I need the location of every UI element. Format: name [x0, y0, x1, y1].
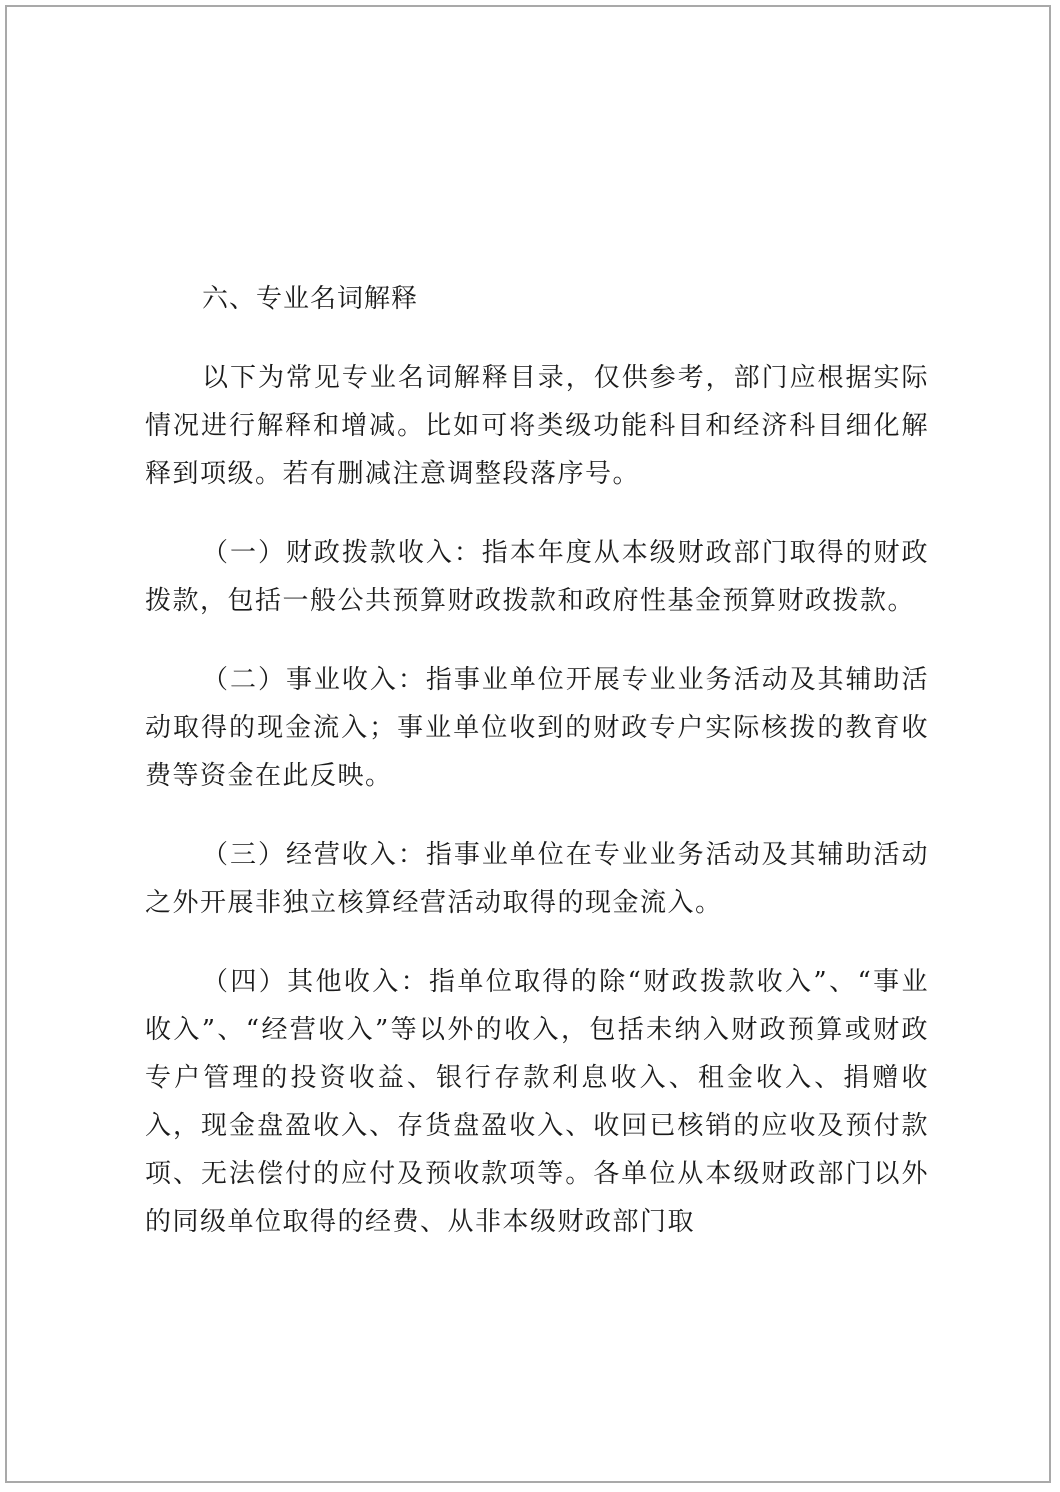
term-business-income: （二）事业收入：指事业单位开展专业业务活动及其辅助活动取得的现金流入；事业单位收到的财政专户实际核拨的教育收费等资金在此反映。: [145, 665, 929, 791]
term-other-income: （四）其他收入：指单位取得的除“财政拨款收入”、“事业收入”、“经营收入”等以外的收入，包括未纳入财政预算或财政专户管理的投资收益、银行存款利息收入、租金收入、捐赠收入，现金盘盈收入、存货盘盈收入、收回已核销的应收及预付款项、无法偿付的应付及预收款项等。各单位从本级财政部门以外的同级单位取得的经费、从非本级财政部门取: [145, 967, 929, 1237]
document-page: [5, 5, 1051, 1483]
section-heading: 六、专业名词解释: [202, 284, 419, 314]
document-body: [145, 275, 929, 1246]
term-fiscal-appropriation-income: （一）财政拨款收入：指本年度从本级财政部门取得的财政拨款，包括一般公共预算财政拨款和政府性基金预算财政拨款。: [145, 538, 929, 616]
term-operating-income: （三）经营收入：指事业单位在专业业务活动及其辅助活动之外开展非独立核算经营活动取得的现金流入。: [145, 840, 929, 918]
intro-paragraph: 以下为常见专业名词解释目录，仅供参考，部门应根据实际情况进行解释和增减。比如可将类级功能科目和经济科目细化解释到项级。若有删减注意调整段落序号。: [145, 363, 929, 489]
